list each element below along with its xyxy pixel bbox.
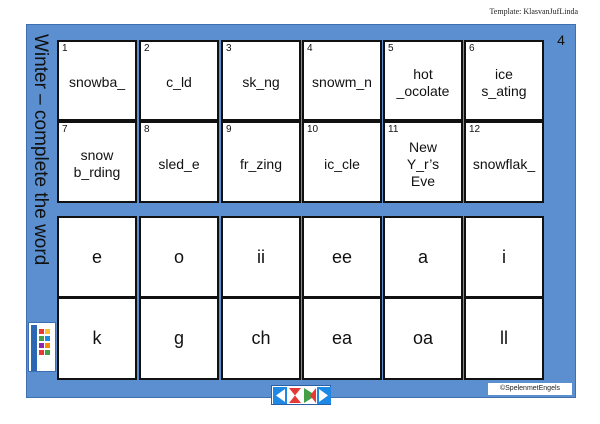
card-number: 10: [307, 124, 319, 135]
word-card[interactable]: [302, 121, 382, 203]
word-card[interactable]: [57, 40, 137, 121]
word-card[interactable]: [221, 121, 301, 203]
card-word: hot _ocolate: [396, 65, 450, 99]
logo: [28, 322, 56, 372]
letter-card[interactable]: [139, 216, 219, 298]
card-letters: ii: [257, 246, 265, 267]
letter-card[interactable]: [464, 297, 544, 380]
card-number: 7: [62, 124, 68, 135]
card-letters: ea: [331, 328, 353, 348]
card-word: fr_zing: [239, 155, 283, 172]
card-icon-green[interactable]: [303, 387, 317, 404]
page-number: 4: [557, 32, 565, 48]
card-word: snowflak_: [472, 155, 536, 172]
card-word: sk_ng: [242, 74, 280, 90]
letter-card[interactable]: [383, 297, 463, 380]
card-number: 9: [226, 124, 232, 135]
word-card[interactable]: [221, 40, 301, 121]
word-card[interactable]: [383, 121, 463, 203]
card-icon-red[interactable]: [288, 387, 302, 404]
copyright-label: ©SpelenmetEngels: [488, 383, 572, 395]
card-number: 12: [469, 124, 481, 135]
card-word: snowm_n: [312, 74, 372, 90]
word-card[interactable]: [383, 40, 463, 121]
card-letters: g: [173, 328, 184, 348]
word-card[interactable]: [302, 40, 382, 121]
card-letters: i: [502, 246, 506, 267]
letter-card[interactable]: [57, 297, 137, 380]
card-word: c_ld: [166, 74, 192, 90]
letter-card[interactable]: [302, 297, 382, 380]
card-number: 3: [226, 43, 232, 54]
letter-card[interactable]: [57, 216, 137, 298]
previous-icon[interactable]: [273, 387, 287, 404]
card-number: 5: [388, 43, 394, 54]
navigation-strip[interactable]: [271, 385, 331, 405]
card-number: 11: [388, 124, 399, 135]
card-letters: ch: [251, 328, 271, 348]
card-number: 1: [62, 43, 68, 54]
card-letters: e: [91, 246, 102, 267]
card-word: ice s_ating: [481, 65, 527, 99]
word-card[interactable]: [464, 121, 544, 203]
next-icon[interactable]: [317, 387, 331, 404]
card-letters: a: [417, 246, 428, 267]
letter-card[interactable]: [221, 216, 301, 298]
card-word: sled_e: [158, 155, 200, 172]
template-credit: Template: KlasvanJufLinda: [489, 7, 578, 16]
letter-card[interactable]: [464, 216, 544, 298]
card-word: ic_cle: [324, 155, 360, 172]
card-letters: k: [92, 328, 102, 348]
card-letters: ee: [331, 246, 353, 267]
letter-card[interactable]: [302, 216, 382, 298]
card-number: 2: [144, 43, 150, 54]
card-number: 4: [307, 43, 313, 54]
letter-card[interactable]: [221, 297, 301, 380]
card-word: snowba_: [68, 74, 126, 90]
word-card[interactable]: [139, 40, 219, 121]
side-title: Winter – complete the word: [30, 34, 51, 266]
card-letters: o: [173, 246, 184, 267]
card-word: snow b_rding: [73, 147, 121, 180]
card-word: New Y_r’s Eve: [406, 138, 440, 189]
card-number: 6: [469, 43, 475, 54]
word-card[interactable]: [464, 40, 544, 121]
card-letters: ll: [500, 328, 508, 348]
word-card[interactable]: [139, 121, 219, 203]
letter-card[interactable]: [383, 216, 463, 298]
letter-card[interactable]: [139, 297, 219, 380]
word-card[interactable]: [57, 121, 137, 203]
card-number: 8: [144, 124, 150, 135]
card-letters: oa: [412, 328, 434, 348]
